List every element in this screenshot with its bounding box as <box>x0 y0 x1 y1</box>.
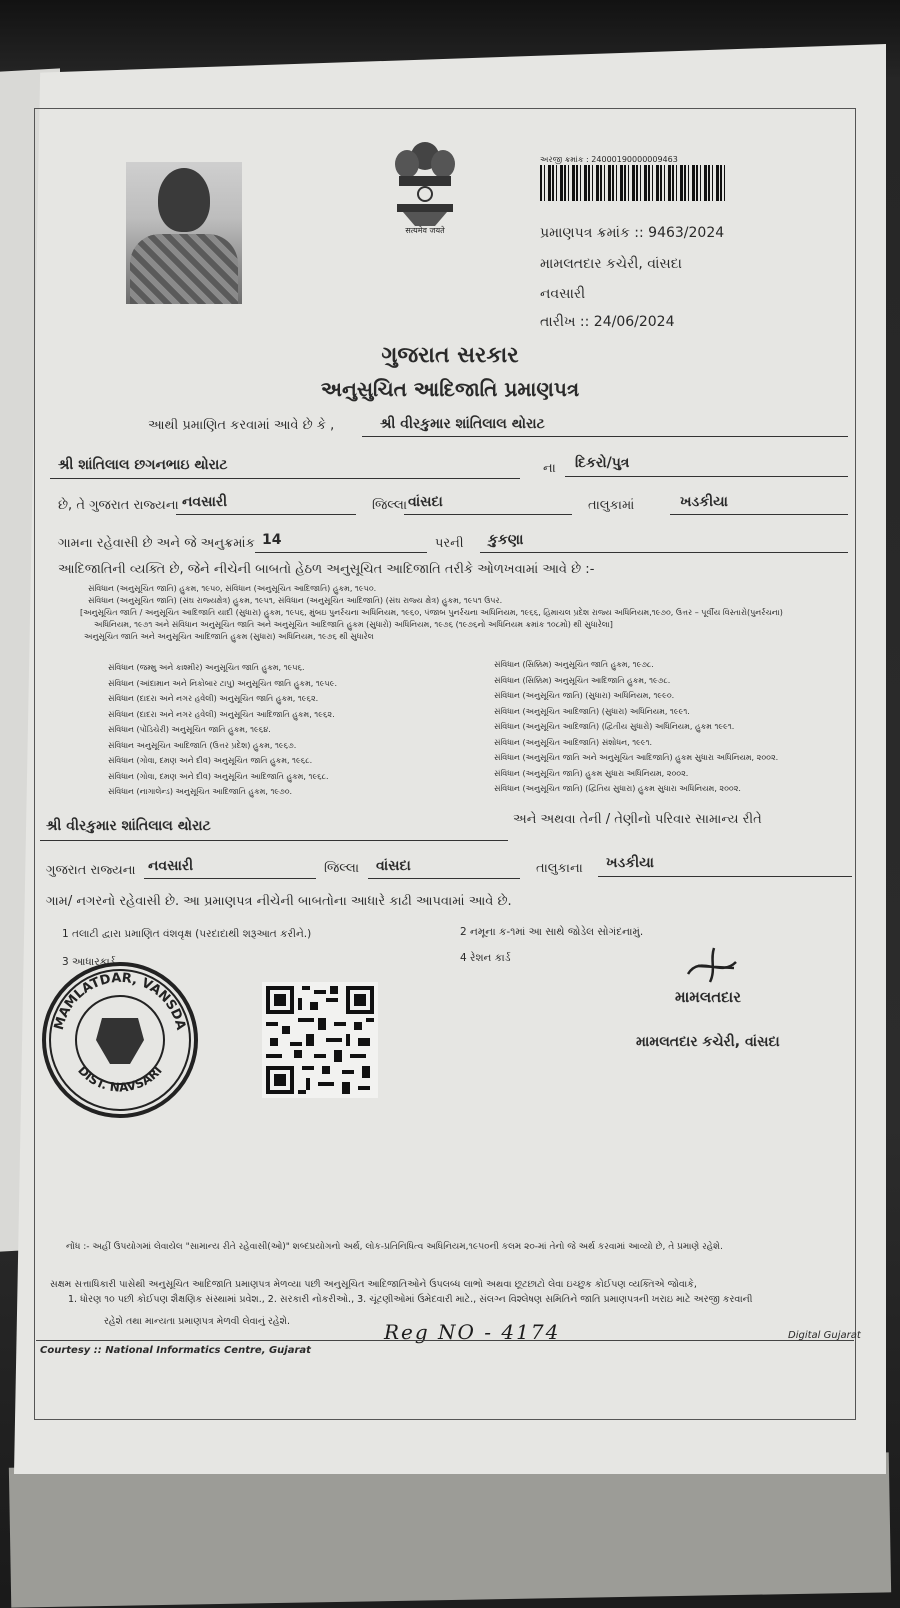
residence-state-label: ગુજરાત રાજ્યના <box>46 863 136 878</box>
emblem-motto: सत्यमेव जयते <box>405 226 445 235</box>
orders-left-list <box>108 660 488 800</box>
caste-label: પરની <box>435 536 464 551</box>
applicant-photo <box>126 162 242 304</box>
certificate-title: અનુસુચિત આદિજાતિ પ્રમાણપત્ર <box>320 377 580 401</box>
village-label: ગામના રહેવાસી છે અને જે અનુક્રમાંક <box>58 536 255 551</box>
list-item: સંવિધાન (પોંડિચેરી) અનુસૂચિત જાતિ હુકમ, ૧૯૬૪. <box>108 725 271 734</box>
svg-text:DIST. NAVSARI: DIST. NAVSARI <box>75 1063 165 1095</box>
note-residence: નોંધ :- અહીં ઉપયોગમાં લેવાયેલ "સામાન્ય રીતે રહેવાસી(ઓ)" શબ્દપ્રયોગનો અર્થ, લોક-પ્રતિનિધિત્વ અધિનિયમ,૧૯૫૦ની કલમ ૨૦-માં તેનો જે અર્થ કરવામાં આવ્યો છે, તે પ્રમાણે રહેશે. <box>66 1242 723 1252</box>
father-name: શ્રી શાંતિલાલ છગનભાઇ થોરાટ <box>58 457 228 473</box>
orders-right-list <box>494 657 854 797</box>
list-item: સંવિધાન અનુસૂચિત આદિજાતિ (ઉત્તર પ્રદેશ) હુકમ, ૧૯૬૭. <box>108 740 297 750</box>
district-label: જિલ્લા <box>372 498 408 513</box>
residence-taluka-value: ખડકીયા <box>606 855 654 871</box>
document-item-2: 2 નમૂના ક-૧માં આ સાથે જોડેલ સોગંદનામું. <box>460 926 644 938</box>
residence-village-text: ગામ/ નગરનો રહેવાસી છે. આ પ્રમાણપત્ર નીચેની બાબતોના આધારે કાઢી આપવામાં આવે છે. <box>46 894 512 909</box>
taluka-value: ખડકીયા <box>680 494 728 510</box>
signatory-title: મામલતદાર <box>675 988 741 1006</box>
certificate-number: પ્રમાણપત્ર ક્રમાંક :: 9463/2024 <box>540 225 725 241</box>
note-benefits: સક્ષમ સત્તાધિકારી પાસેથી અનુસૂચિત આદિજાતિ પ્રમાણપત્ર મેળવ્યા પછી અનુસૂચિત આદિજાતિઓને ઉપલબ્ધ લાભો અથવા છૂટછાટો લેવા ઇચ્છુક કોઈપણ વ્યક્તિએ જોવાકે, <box>50 1279 697 1290</box>
national-emblem-icon <box>385 136 465 228</box>
district-value: વાંસદા <box>408 494 443 510</box>
digital-gujarat-footer: Digital Gujarat <box>788 1330 861 1341</box>
issuing-office: મામલતદાર કચેરી, વાંસદા <box>540 256 682 272</box>
list-item: સંવિધાન (અનુસૂચિત જાતિ) (દ્વિતિય સુધારા) હુકમ સુધારા અધિનિયમ, ૨૦૦૨. <box>494 784 741 793</box>
qr-code-icon <box>262 982 378 1098</box>
issue-date: તારીખ :: 24/06/2024 <box>540 314 675 330</box>
state-value: નવસારી <box>182 494 228 510</box>
residence-holder-name: શ્રી વીરકુમાર શાંતિલાલ થોરાટ <box>46 818 211 834</box>
document-item-1: 1 તલાટી દ્વારા પ્રમાણિત વંશવૃક્ષ (પરદાદાથી શરૂઆત કરીને.) <box>62 928 312 940</box>
list-item: સંવિધાન (અનુસૂચિત આદિજાતિ) (સુધારા) અધિનિયમ, ૧૯૯૧. <box>494 706 690 716</box>
signatory-office: મામલતદાર કચેરી, વાંસદા <box>636 1034 780 1050</box>
list-item: સંવિધાન (અનુસૂચિત જાતિ અને અનુસૂચિત આદિજાતિ) હુકમ સુધારા અધિનિયમ, ૨૦૦૨. <box>494 753 779 762</box>
list-item: સંવિધાન (અનુસૂચિત આદિજાતિ) સંશોધન, ૧૯૯૧. <box>494 737 653 747</box>
list-item: સંવિધાન (આંદામાન અને નિકોબાર ટાપુ) અનુસૂચિત જાતિ હુકમ, ૧૯૫૯. <box>108 678 338 688</box>
list-item: સંવિધાન (સિક્કિમ) અનુસૂચિત આદિજાતિ હુકમ, ૧૯૭૮. <box>494 675 671 685</box>
state-label: છે, તે ગુજરાત રાજ્યના <box>58 498 179 513</box>
certify-text: આથી પ્રમાણિત કરવામાં આવે છે કે , <box>148 418 335 433</box>
application-number: અરજી ક્રમાંક : 24000190000009463 <box>540 155 678 164</box>
barcode <box>540 165 725 201</box>
list-item: સંવિધાન (ગોવા, દમણ અને દીવ) અનુસૂચિત આદિજાતિ હુકમ, ૧૯૬૮. <box>108 771 329 781</box>
list-item: સંવિધાન (અનુસૂચિત જાતિ) (સુધારા) અધિનિયમ, ૧૯૯૦. <box>494 691 675 700</box>
taluka-label: તાલુકામાં <box>588 498 635 513</box>
list-item: સંવિધાન (દાદરા અને નગર હવેલી) અનુસૂચિત જાતિ હુકમ, ૧૯૬૨. <box>108 694 319 703</box>
holder-name: શ્રી વીરકુમાર શાંતિલાલ થોરાટ <box>380 416 545 432</box>
relation: દિકરો/પુત્ર <box>575 455 630 471</box>
residence-state-value: નવસારી <box>148 858 194 874</box>
serial-value: 14 <box>262 532 282 548</box>
handwritten-registration: Reg NO - 4174 <box>384 1320 561 1344</box>
document-item-4: 4 રેશન કાર્ડ <box>460 952 511 964</box>
tribe-text: આદિજાતિની વ્યક્તિ છે, જેને નીચેની બાબતો હેઠળ અનુસૂચિત આદિજાતિ તરીકે ઓળખવામાં આવે છે :- <box>58 562 595 577</box>
bottom-paper <box>9 1452 891 1607</box>
residence-district-value: વાંસદા <box>376 858 411 874</box>
signature-scribble-icon <box>680 944 750 984</box>
list-item: સંવિધાન (જમ્મુ અને કાશ્મીર) અનુસૂચિત જાતિ હુકમ, ૧૯૫૬. <box>108 663 305 672</box>
list-item: સંવિધાન (નાગાલેન્ડ) અનુસૂચિત આદિજાતિ હુકમ, ૧૯૭૦. <box>108 787 293 796</box>
residence-district-label: જિલ્લા <box>324 861 360 876</box>
govt-title: ગુજરાત સરકાર <box>381 343 519 368</box>
courtesy-footer: Courtesy :: National Informatics Centre, Gujarat <box>40 1345 311 1356</box>
issuing-district: નવસારી <box>540 286 586 302</box>
list-item: સંવિધાન (અનુસૂચિત આદિજાતિ) (દ્વિતીય સુધારો) અધિનિયમ, હુકમ ૧૯૯૧. <box>494 722 735 731</box>
document-item-3: 3 આધારકાર્ડ <box>62 956 116 968</box>
list-item: સંવિધાન (અનુસૂચિત જાતિ) હુકમ સુધારા અધિનિયમ, ૨૦૦૨. <box>494 768 689 778</box>
na-label: ના <box>543 461 556 476</box>
family-text: અને અથવા તેની / તેણીનો પરિવાર સામાન્ય રીતે <box>513 812 762 827</box>
list-item: સંવિધાન (ગોવા, દમણ અને દીવ) અનુસૂચિત જાતિ હુકમ, ૧૯૬૮. <box>108 756 313 765</box>
note-purposes: 1. ધોરણ ૧૦ પછી કોઈપણ શૈક્ષણિક સંસ્થામાં પ્રવેશ., 2. સરકારી નોકરીઓ., 3. ચૂંટણીઓમાં ઉમેદવારી માટે., સંલગ્ન વિશ્લેષણ સમિતિને જાતિ પ્રમાણપત્રની ખરાઇ માટે અરજી કરવાની <box>68 1294 753 1305</box>
caste-value: કુકણા <box>488 532 524 548</box>
list-item: સંવિધાન (દાદરા અને નગર હવેલી) અનુસૂચિત આદિજાતિ હુકમ, ૧૯૬૨. <box>108 709 335 719</box>
svg-text:MAMLATDAR, VANSDA: MAMLATDAR, VANSDA <box>51 970 189 1032</box>
orders-intro: સંવિધાન (અનુસૂચિત જાતિ) હુકમ, ૧૯૫૦, સંવિધાન (અનુસૂચિત આદિજાતિ) હુકમ, ૧૯૫૦. સંવિધાન (અનુસૂચિત જાતિ) (સંઘ રાજ્યક્ષેત્ર) હુકમ, ૧૯૫૧, સંવિધાન (અનુસૂચિત આદિજાતિ) (સંઘ રાજ્ય ક્ષેત્ર) હુકમ, ૧૯૫૧ ઉપર. [અનુસૂચિત જાતિ / અનુસૂચિત આદિજાતિ યાદી (સુધારા) હુકમ, ૧૯૫૬, મુંબઇ પુનર્રચના અધિનિયમ, ૧૯૬૦, પંજાબ પુનર્રચના અધિનિયમ, ૧૯૬૬, હિમાચલ પ્રદેશ રાજ્ય અધિનિયમ,૧૯૭૦, ઉત્તર – પૂર્વીય વિસ્તારો(પુનર્રચના) અધિનિયમ, ૧૯૭૧ અને સંવિધાન અનુસૂચિત જાતિ અને અનુસૂચિત આદિજાતિ હુકમ (સુધારો) અધિનિયમ, ૧૯૭૬ (૧૯૭૬નો અધિનિયમ ક્રમાંક ૧૦૮મો) થી સુધારેલા] અનુસૂચિત જાતિ અને અનુસૂચિત આદિજાતિ હુકમ (સુધારા) અધિનિયમ, ૧૯૭૬ થી સુધારેલ <box>80 584 783 641</box>
list-item: સંવિધાન (સિક્કિમ) અનુસૂચિત જાતિ હુકમ, ૧૯૭૮. <box>494 660 654 669</box>
office-seal-icon <box>40 960 200 1120</box>
note-validity: રહેશે તથા માન્યતા પ્રમાણપત્ર મેળવી લેવાનું રહેશે. <box>104 1316 290 1327</box>
residence-taluka-label: તાલુકાના <box>536 861 583 876</box>
